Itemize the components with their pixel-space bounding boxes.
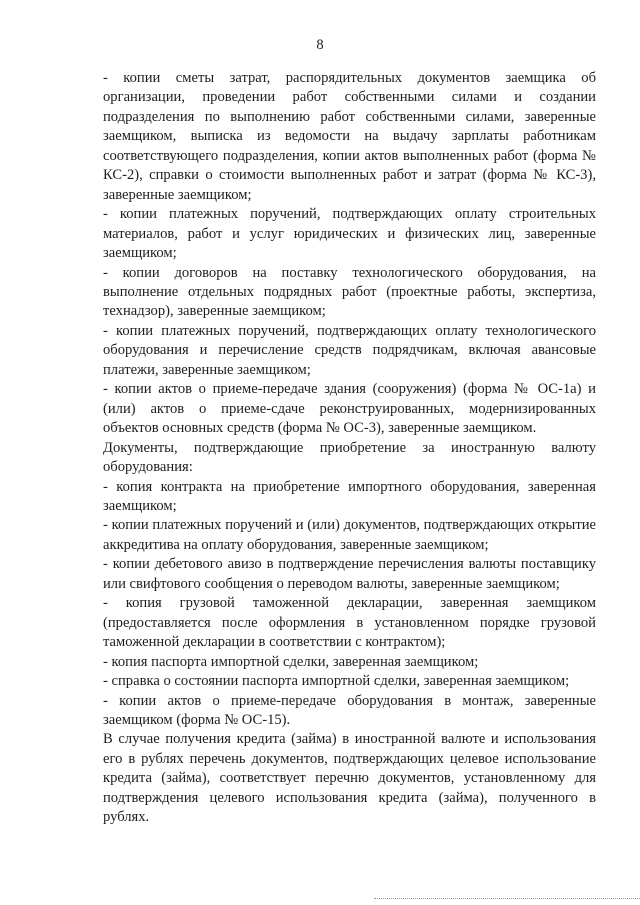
- paragraph-payment-orders-equipment: - копии платежных поручений, подтверждающих оплату технологического оборудования и перечисление средств подрядчикам, включая авансовые платежи, заверенные заемщиком;: [103, 322, 596, 378]
- page-number: 8: [316, 37, 324, 53]
- paragraph-foreign-currency-heading: Документы, подтверждающие приобретение за иностранную валюту оборудования:: [103, 439, 596, 476]
- paragraph-equipment-contracts: - копии договоров на поставку технологического оборудования, на выполнение отдельных подрядных работ (проектные работы, экспертиза, технадзор), заверенные заемщиком;: [103, 264, 596, 320]
- paragraph-payment-orders-materials: - копии платежных поручений, подтверждающих оплату строительных материалов, работ и услуг юридических и физических лиц, заверенные заемщиком;: [103, 206, 596, 262]
- paragraph-import-contract: - копия контракта на приобретение импортного оборудования, заверенная заемщиком;: [103, 478, 596, 514]
- paragraph-acceptance-acts: - копии актов о приеме-передаче здания (сооружения) (форма № ОС-1а) и (или) актов о приеме-сдаче реконструированных, модернизированных объектов основных средств (форма № ОС-3), заверенные заемщиком.: [103, 381, 596, 437]
- document-body: [103, 69, 596, 828]
- paragraph-import-passport: - копия паспорта импортной сделки, заверенная заемщиком;: [103, 653, 479, 670]
- paragraph-installation-acts: - копии актов о приеме-передаче оборудования в монтаж, заверенные заемщиком (форма № ОС-15).: [103, 692, 596, 728]
- paragraph-foreign-currency-loan: В случае получения кредита (займа) в иностранной валюте и использования его в рублях перечень документов, подтверждающих целевое использование кредита (займа), соответствует перечню документов, установленному для подтверждения целевого использования кредита (займа), полученного в рублях.: [103, 731, 596, 826]
- footer-dotted-line: [374, 898, 640, 899]
- paragraph-customs-declaration: - копия грузовой таможенной декларации, заверенная заемщиком (предоставляется после оформления в установленном порядке грузовой таможенной декларации в соответствии с контрактом);: [103, 595, 596, 651]
- paragraph-cost-estimates: - копии сметы затрат, распорядительных документов заемщика об организации, проведении работ собственными силами и создании подразделения по выполнению работ собственными силами, заверенные заемщиком, выписка из ведомости на выдачу зарплаты работникам соответствующего подразделения, копии актов выполненных работ (форма № КС-2), справки о стоимости выполненных работ и затрат (форма № КС-3), заверенные заемщиком;: [103, 70, 596, 203]
- paragraph-letter-of-credit: - копии платежных поручений и (или) документов, подтверждающих открытие аккредитива на оплату оборудования, заверенные заемщиком;: [103, 517, 596, 553]
- paragraph-debit-advice: - копии дебетового авизо в подтверждение перечисления валюты поставщику или свифтового сообщения о переводом валюты, заверенные заемщиком;: [103, 556, 596, 592]
- paragraph-passport-status: - справка о состоянии паспорта импортной сделки, заверенная заемщиком;: [103, 673, 570, 690]
